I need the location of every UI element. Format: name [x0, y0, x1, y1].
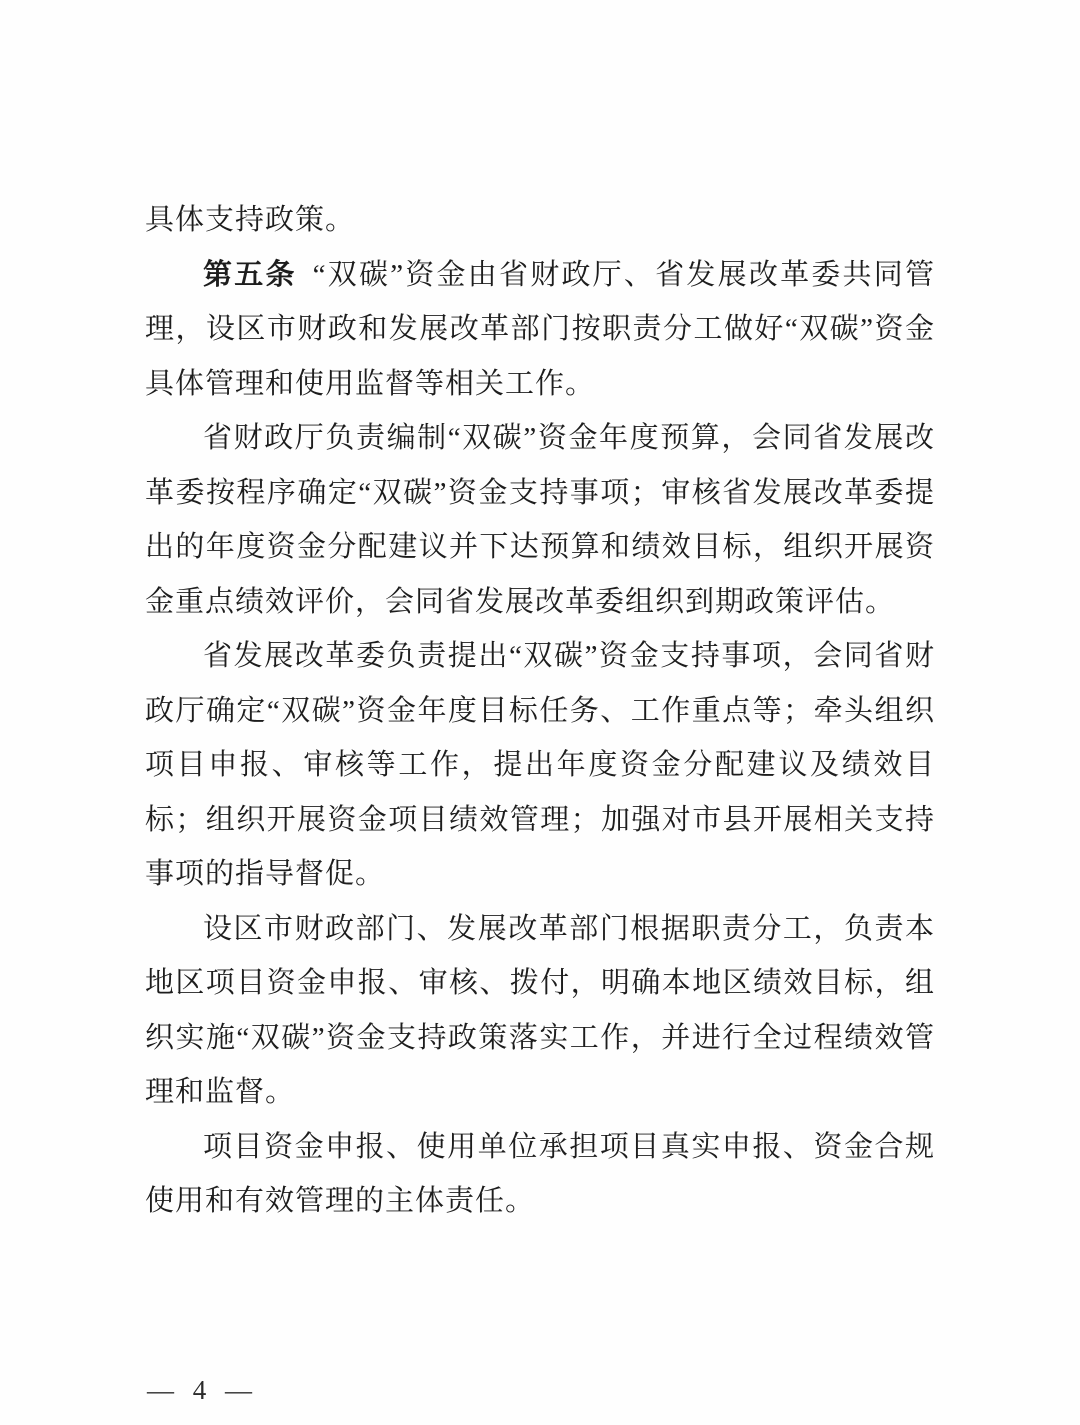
article-number: 第五条	[203, 258, 297, 291]
paragraph: 第五条 “双碳”资金由省财政厅、省发展改革委共同管理，设区市财政和发展改革部门按职责分工做好“双碳”资金具体管理和使用监督等相关工作。	[145, 258, 935, 400]
document-body	[145, 193, 935, 1229]
paragraph: 项目资金申报、使用单位承担项目真实申报、资金合规使用和有效管理的主体责任。	[145, 1130, 935, 1217]
paragraph: 具体支持政策。	[145, 204, 356, 236]
paragraph: 设区市财政部门、发展改革部门根据职责分工，负责本地区项目资金申报、审核、拨付，明确本地区绩效目标，组织实施“双碳”资金支持政策落实工作，并进行全过程绩效管理和监督。	[145, 912, 935, 1108]
paragraph: 省发展改革委负责提出“双碳”资金支持事项，会同省财政厅确定“双碳”资金年度目标任务、工作重点等；牵头组织项目申报、审核等工作，提出年度资金分配建议及绩效目标；组织开展资金项目绩效管理；加强对市县开展相关支持事项的指导督促。	[145, 640, 935, 890]
page-number: — 4 —	[147, 1375, 258, 1405]
paragraph: 省财政厅负责编制“双碳”资金年度预算，会同省发展改革委按程序确定“双碳”资金支持事项；审核省发展改革委提出的年度资金分配建议并下达预算和绩效目标，组织开展资金重点绩效评价，会同省发展改革委组织到期政策评估。	[145, 422, 935, 618]
